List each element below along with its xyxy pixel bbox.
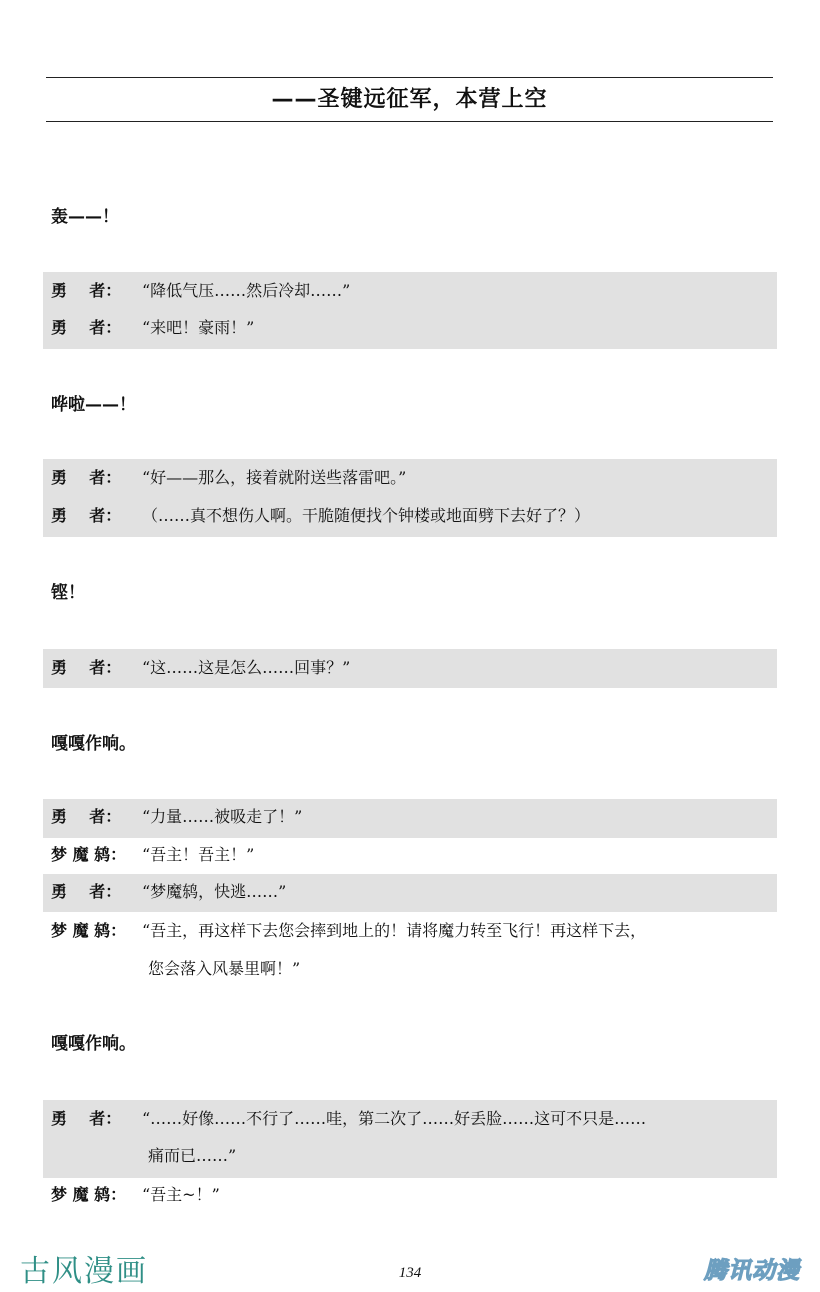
speech-text: （……真不想伤人啊。干脆随便找个钟楼或地面劈下去好了？） — [142, 506, 591, 525]
speaker-crow: 梦 魔 鸫： — [51, 921, 127, 940]
sfx-creak: 嘎嘎作响。 — [51, 1034, 136, 1054]
speech-text: “这……这是怎么……回事？” — [142, 658, 351, 677]
sfx-boom: 轰——！ — [51, 207, 119, 227]
speaker-hero: 勇 者： — [51, 281, 122, 300]
speech-text: “力量……被吸走了！” — [142, 807, 303, 826]
speaker-hero: 勇 者： — [51, 318, 122, 337]
speech-text: “吾主，再这样下去您会摔到地上的！请将魔力转至飞行！再这样下去， — [142, 921, 647, 940]
dialogue-block-3 — [43, 649, 777, 688]
sfx-creak: 嘎嘎作响。 — [51, 734, 136, 754]
speaker-hero: 勇 者： — [51, 1109, 122, 1128]
speaker-hero: 勇 者： — [51, 468, 122, 487]
speaker-hero: 勇 者： — [51, 658, 122, 677]
speaker-crow: 梦 魔 鸫： — [51, 845, 127, 864]
speech-text: “梦魔鸫，快逃……” — [142, 882, 287, 901]
dialogue-line — [43, 1107, 777, 1131]
speech-text: 您会落入风暴里啊！” — [148, 959, 301, 978]
sfx-splash: 哗啦——！ — [51, 395, 136, 415]
title-rule-bottom — [46, 121, 773, 122]
sfx-clang: 铿！ — [51, 583, 85, 603]
dialogue-line-continued — [43, 1144, 777, 1168]
dialogue-line — [43, 656, 777, 680]
dialogue-line — [43, 466, 777, 490]
dialogue-line-continued — [43, 957, 777, 981]
dialogue-line — [43, 880, 777, 904]
dialogue-line — [43, 279, 777, 303]
dialogue-row — [43, 838, 777, 874]
speaker-hero: 勇 者： — [51, 807, 122, 826]
title-rule-top — [46, 77, 773, 78]
dialogue-row-shaded — [43, 799, 777, 838]
dialogue-line — [43, 805, 777, 829]
dialogue-block-1 — [43, 272, 777, 349]
watermark-gufeng-logo: 古风漫画 — [20, 1254, 148, 1289]
dialogue-row-shaded — [43, 1100, 777, 1178]
dialogue-line — [43, 1183, 777, 1207]
dialogue-row — [43, 1178, 777, 1214]
chapter-title: ——圣键远征军，本营上空 — [271, 87, 548, 112]
dialogue-line — [43, 316, 777, 340]
dialogue-line — [43, 843, 777, 867]
speech-text: “好——那么，接着就附送些落雷吧。” — [142, 468, 407, 487]
speaker-hero: 勇 者： — [51, 506, 122, 525]
dialogue-line — [43, 504, 777, 528]
watermark-tencent-logo: 腾讯动漫 — [704, 1258, 800, 1284]
speech-text: “吾主~！” — [142, 1185, 220, 1204]
speech-text: “降低气压……然后冷却……” — [142, 281, 351, 300]
dialogue-block-2 — [43, 459, 777, 537]
speech-text: “来吧！豪雨！” — [142, 318, 255, 337]
speaker-crow: 梦 魔 鸫： — [51, 1185, 127, 1204]
page-number: 134 — [398, 1265, 422, 1281]
speech-text: “吾主！吾主！” — [142, 845, 255, 864]
dialogue-row-shaded — [43, 874, 777, 912]
dialogue-row — [43, 912, 777, 990]
dialogue-line — [43, 919, 777, 943]
speech-text: 痛而已……” — [148, 1146, 237, 1165]
speech-text: “……好像……不行了……哇，第二次了……好丢脸……这可不只是…… — [142, 1109, 647, 1128]
speaker-hero: 勇 者： — [51, 882, 122, 901]
